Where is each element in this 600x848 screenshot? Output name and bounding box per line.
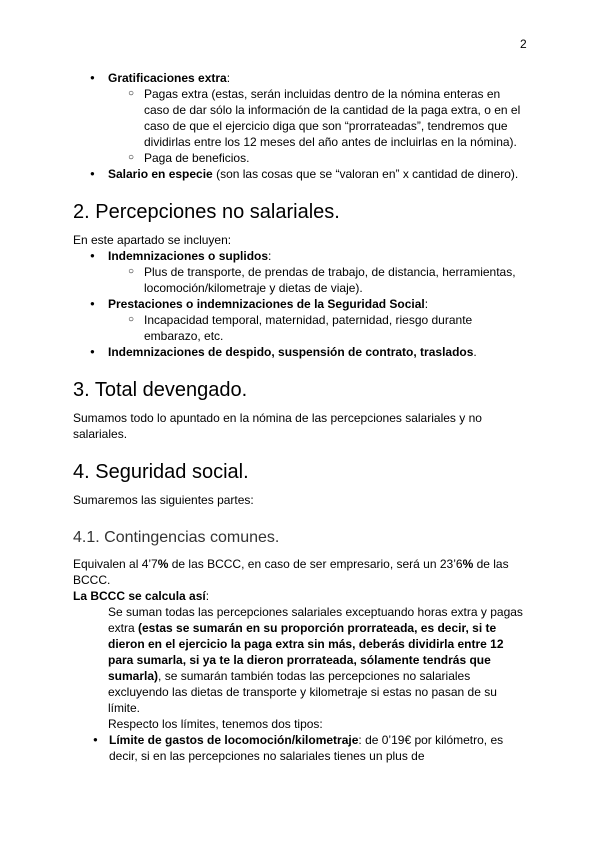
list-item: ● Salario en especie (son las cosas que se “valoran en” x cantidad de dinero). <box>73 166 528 182</box>
page-number: 2 <box>520 37 527 51</box>
item-term: Salario en especie <box>108 167 213 181</box>
limits-list <box>38 732 528 764</box>
item-term: Indemnizaciones o suplidos <box>108 249 269 263</box>
section-heading: 2. Percepciones no salariales. <box>73 201 340 223</box>
salary-perceptions-list <box>73 70 528 182</box>
sub-list-item: ○ Pagas extra (estas, serán incluidas dentro de la nómina enteras en caso de dar sólo la información de la cantidad de la paga extra, o en el caso de que el ejercicio diga que son “prorrateadas”, tendremos que dividirlas entre los 12 meses del año antes de incluirlas en la nómina). <box>108 86 528 150</box>
list-item: ● Prestaciones o indemnizaciones de la Seguridad Social: ○ Incapacidad temporal, maternidad, paternidad, riesgo durante embarazo, etc. <box>73 296 528 344</box>
non-salary-list <box>73 248 528 360</box>
item-term: Gratificaciones extra <box>108 71 227 85</box>
list-item: ● Indemnizaciones de despido, suspensión de contrato, traslados. <box>73 344 528 360</box>
sub-list-item: ○ Incapacidad temporal, maternidad, paternidad, riesgo durante embarazo, etc. <box>108 312 528 344</box>
sub-list <box>108 312 528 344</box>
sub-list-item: ○ Plus de transporte, de prendas de trabajo, de distancia, herramientas, locomoción/kilometraje y dietas de viaje). <box>108 264 528 296</box>
page-content <box>73 70 528 764</box>
calc-label: La BCCC se calcula así <box>73 589 206 603</box>
sub-list <box>108 264 528 296</box>
paragraph: Respecto los límites, tenemos dos tipos: <box>108 717 323 731</box>
paragraph: En este apartado se incluyen: <box>73 233 232 247</box>
paragraph: Se suman todas las percepciones salariales exceptuando horas extra y pagas extra (estas se sumarán en su proporción prorrateada, es decir, si te dieron en el ejercicio la paga extra sin más, deberás dividirla entre 12 para sumarla, si ya te la dieron prorrateada, sólamente tendrás que sumarla), se sumarán también todas las percepciones no salariales excluyendo las dietas de transporte y kilometraje si estas no pasan de su límite. <box>108 605 523 715</box>
list-item: ● Indemnizaciones o suplidos: ○ Plus de transporte, de prendas de trabajo, de distancia, herramientas, locomoción/kilometraje y dietas de viaje). <box>73 248 528 296</box>
sub-list <box>108 86 528 166</box>
item-term: Prestaciones o indemnizaciones de la Seguridad Social <box>108 297 425 311</box>
paragraph: Sumaremos las siguientes partes: <box>73 493 254 507</box>
item-term: Límite de gastos de locomoción/kilometraje <box>109 733 359 747</box>
paragraph: La BCCC se calcula así: <box>73 589 210 603</box>
paragraph: Equivalen al 4’7% de las BCCC, en caso de ser empresario, será un 23’6% de las BCCC. <box>73 557 509 587</box>
subsection-heading: 4.1. Contingencias comunes. <box>73 529 280 546</box>
item-term: Indemnizaciones de despido, suspensión de contrato, traslados <box>108 345 474 359</box>
paragraph: Sumamos todo lo apuntado en la nómina de las percepciones salariales y no salariales. <box>73 411 482 441</box>
sub-list-item: ○ Paga de beneficios. <box>108 150 528 166</box>
list-item: ● Límite de gastos de locomoción/kilometraje: de 0’19€ por kilómetro, es decir, si en las percepciones no salariales tienes un plus de <box>38 732 528 764</box>
section-heading: 3. Total devengado. <box>73 379 248 401</box>
list-item: ● Gratificaciones extra: ○ Pagas extra (estas, serán incluidas dentro de la nómina enteras en caso de dar sólo la información de la cantidad de la paga extra, o en el caso de que el ejercicio diga que son “prorrateadas”, tendremos que dividirlas entre los 12 meses del año antes de incluirlas en la nómina). ○ Paga de beneficios. <box>73 70 528 166</box>
section-heading: 4. Seguridad social. <box>73 461 249 483</box>
